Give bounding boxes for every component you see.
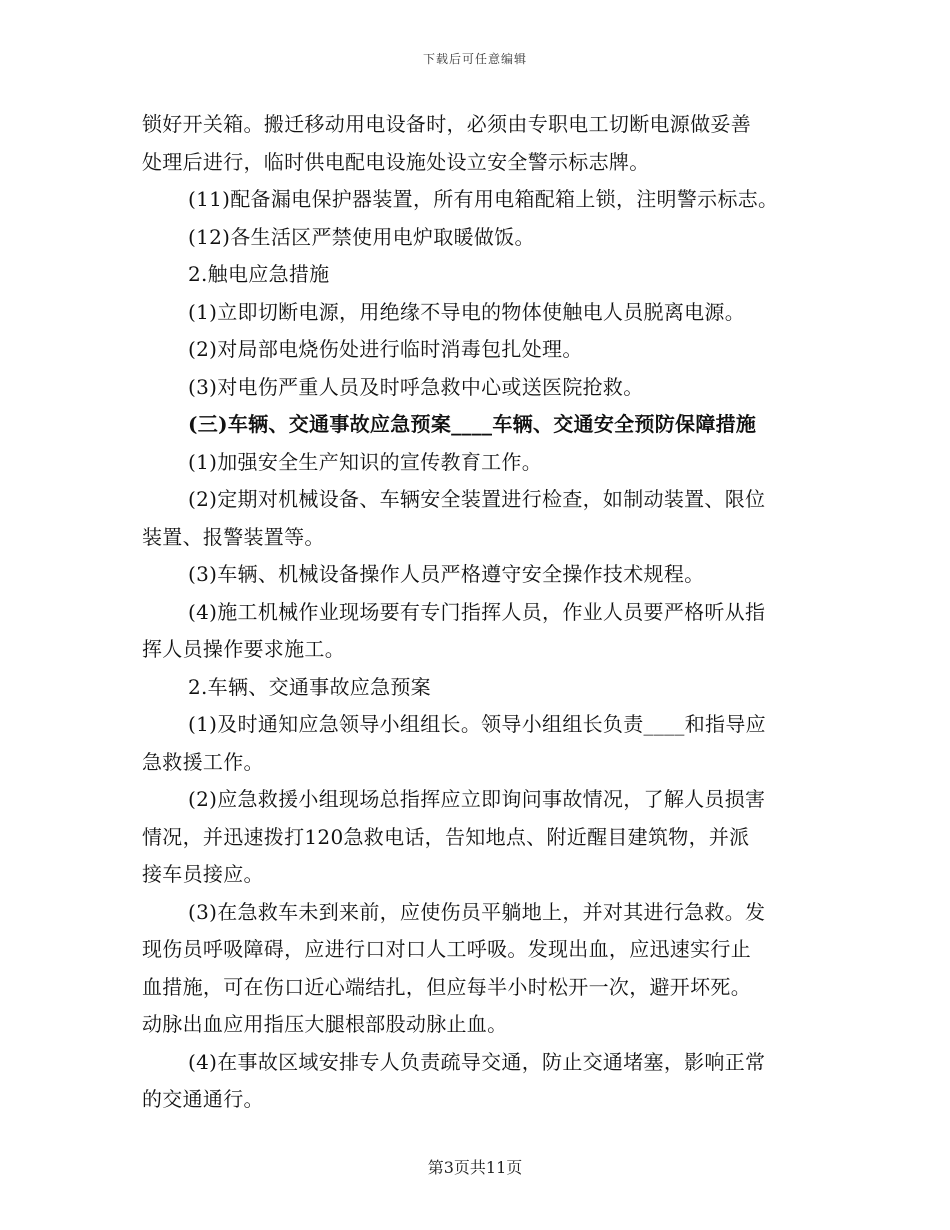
list-item: (11)配备漏电保护器装置，所有用电箱配箱上锁，注明警示标志。 bbox=[188, 187, 779, 211]
list-item: (1)加强安全生产知识的宣传教育工作。 bbox=[188, 449, 543, 474]
list-item: (2)定期对机械设备、车辆安全装置进行检查，如制动装置、限位 bbox=[188, 487, 766, 511]
page-header: 下载后可任意编辑 bbox=[422, 52, 527, 66]
paragraph-line: 接车员接应。 bbox=[142, 862, 264, 886]
paragraph-line: 装置、报警装置等。 bbox=[142, 524, 325, 549]
paragraph-line: 挥人员操作要求施工。 bbox=[142, 637, 345, 661]
list-item: (2)对局部电烧伤处进行临时消毒包扎处理。 bbox=[188, 337, 583, 361]
section-heading: 2.触电应急措施 bbox=[188, 262, 330, 286]
paragraph-line: 锁好开关箱。搬迁移动用电设备时，必须由专职电工切断电源做妥善 bbox=[142, 112, 751, 136]
list-item: (2)应急救援小组现场总指挥应立即询问事故情况，了解人员损害 bbox=[188, 787, 766, 811]
list-item: (3)车辆、机械设备操作人员严格遵守安全操作技术规程。 bbox=[188, 562, 705, 586]
document-body bbox=[142, 106, 812, 1119]
section-heading: (三)车辆、交通事故应急预案____车辆、交通安全预防保障措施 bbox=[188, 412, 757, 436]
paragraph-line: 动脉出血应用指压大腿根部股动脉止血。 bbox=[142, 1012, 508, 1036]
page-number: 第3页共11页 bbox=[427, 1158, 523, 1177]
paragraph-line: 的交通通行。 bbox=[142, 1087, 264, 1111]
paragraph-line: 急救援工作。 bbox=[142, 749, 264, 774]
list-item: (3)在急救车未到来前，应使伤员平躺地上，并对其进行急救。发 bbox=[188, 899, 766, 924]
paragraph-line: 情况，并迅速拨打120急救电话，告知地点、附近醒目建筑物，并派 bbox=[142, 824, 750, 849]
list-item: (1)及时通知应急领导小组组长。领导小组组长负责____和指导应 bbox=[188, 712, 766, 736]
paragraph-line: 血措施，可在伤口近心端结扎，但应每半小时松开一次，避开坏死。 bbox=[142, 974, 751, 999]
list-item: (1)立即切断电源，用绝缘不导电的物体使触电人员脱离电源。 bbox=[188, 299, 746, 324]
paragraph-line: 处理后进行，临时供电配电设施处设立安全警示标志牌。 bbox=[142, 149, 650, 174]
section-heading: 2.车辆、交通事故应急预案 bbox=[188, 674, 431, 699]
list-item: (12)各生活区严禁使用电炉取暖做饭。 bbox=[188, 224, 535, 249]
paragraph-line: 现伤员呼吸障碍，应进行口对口人工呼吸。发现出血，应迅速实行止 bbox=[142, 937, 751, 961]
list-item: (4)在事故区域安排专人负责疏导交通，防止交通堵塞，影响正常 bbox=[188, 1049, 766, 1074]
list-item: (4)施工机械作业现场要有专门指挥人员，作业人员要严格听从指 bbox=[188, 599, 766, 624]
list-item: (3)对电伤严重人员及时呼急救中心或送医院抢救。 bbox=[188, 374, 644, 399]
